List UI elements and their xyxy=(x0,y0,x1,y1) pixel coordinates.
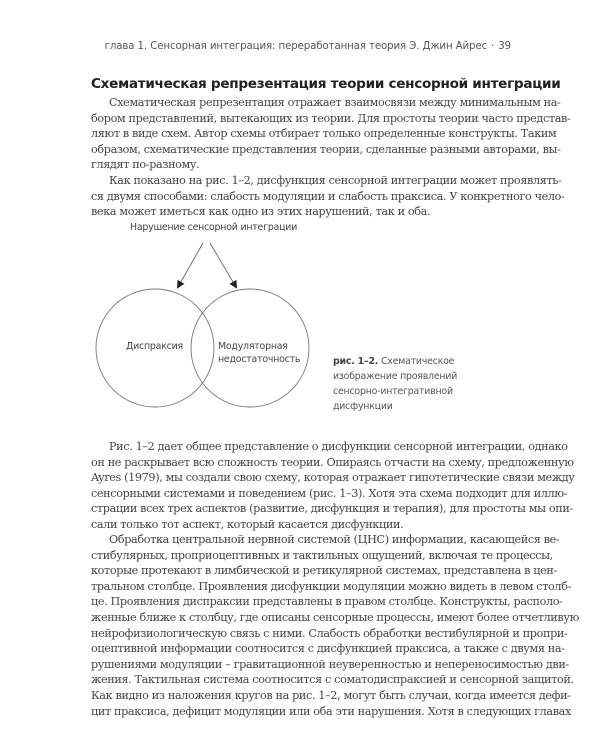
figure-top-label: Нарушение сенсорной интеграции xyxy=(130,222,298,233)
text-line: века может иметься как одно из этих нарушений, так и оба. xyxy=(91,205,431,219)
text-line: оцептивной информации соотносится с дисфункцией праксиса, а также с двумя на- xyxy=(91,642,565,656)
caption-figure-number: рис. 1–2. xyxy=(333,356,379,367)
text-line: сали только тот аспект, который касается дисфункции. xyxy=(91,517,404,531)
text-line: страции всех трех аспектов (развитие, дисфункция и терапия), для простоты мы опи- xyxy=(91,502,573,516)
text-line: тральном столбце. Проявления дисфункции модуляции можно видеть в левом столб- xyxy=(91,579,572,593)
modulation-label-line2: недостаточность xyxy=(218,354,301,365)
paragraph-3 xyxy=(91,439,575,533)
dyspraxia-label: Диспраксия xyxy=(126,341,183,352)
text-line: стибулярных, проприоцептивных и тактильных ощущений, включая те процессы, xyxy=(91,548,553,562)
text-line: це. Проявления диспраксии представлены в правом столбце. Конструкты, располо- xyxy=(91,595,563,609)
text-line: нейрофизиологическую связь с ними. Слабость обработки вестибулярной и пропри- xyxy=(91,626,568,640)
text-line: глядят по-разному. xyxy=(91,158,200,172)
modulation-label-line1: Модуляторная xyxy=(218,341,288,352)
text-line: сенсорными системами и поведением (рис. 1–3). Хотя эта схема подходит для иллю- xyxy=(91,486,568,500)
paragraph-4 xyxy=(91,532,579,719)
text-line: жения. Тактильная система соотносится с соматодиспраксией и сенсорной защитой. xyxy=(91,673,574,687)
text-line: Ayres (1979), мы создали свою схему, которая отражает гипотетические связи между xyxy=(91,471,575,485)
running-title: глава 1. Сенсорная интеграция: переработанная теория Э. Джин Айрес xyxy=(104,41,488,52)
caption-line: Схематическое xyxy=(380,356,455,367)
caption-line: дисфункции xyxy=(333,401,393,412)
text-line: которые протекают в лимбической и ретикулярной системах, представлена в цен- xyxy=(91,564,557,578)
text-line: рушениями модуляции – гравитационной неуверенностью и непереносимостью дви- xyxy=(91,657,569,671)
text-line: Как показано на рис. 1–2, дисфункция сенсорной интеграции может проявлять- xyxy=(109,174,562,187)
modulation-label xyxy=(218,340,300,366)
page-number: 39 xyxy=(498,41,511,52)
text-line: бором представлений, вытекающих из теории. Для простоты теории часто представ- xyxy=(91,111,571,125)
figure-caption xyxy=(333,354,503,414)
text-line: образом, схематические представления теории, сделанные разными авторами, вы- xyxy=(91,142,561,156)
text-line: Обработка центральной нервной системой (ЦНС) информации, касающейся ве- xyxy=(109,533,560,546)
caption-line: сенсорно-интегративной xyxy=(333,386,453,397)
caption-line: изображение проявлений xyxy=(333,371,458,382)
section-title: Схематическая репрезентация теории сенсорной интеграции xyxy=(91,76,561,92)
header-separator: · xyxy=(491,41,495,52)
text-line: Рис. 1–2 дает общее представление о дисфункции сенсорной интеграции, однако xyxy=(109,440,568,453)
text-line: Как видно из наложения кругов на рис. 1–2, могут быть случаи, когда имеется дефи- xyxy=(91,688,571,702)
arrow-right-icon xyxy=(210,243,236,287)
text-line: цит праксиса, дефицит модуляции или оба эти нарушения. Хотя в следующих главах xyxy=(91,704,571,718)
text-line: он не раскрывает всю сложность теории. Опираясь отчасти на схему, предложенную xyxy=(91,455,574,469)
text-line: ляют в виде схем. Автор схемы отбирает только определенные конструкты. Таким xyxy=(91,127,557,141)
arrow-left-icon xyxy=(178,243,203,287)
text-line: ся двумя способами: слабость модуляции и слабость праксиса. У конкретного чело- xyxy=(91,189,565,203)
text-line: Схематическая репрезентация отражает взаимосвязи между минимальным на- xyxy=(109,96,561,109)
text-line: женные ближе к столбцу, где описаны сенсорные процессы, имеют более отчетливую xyxy=(91,610,579,624)
